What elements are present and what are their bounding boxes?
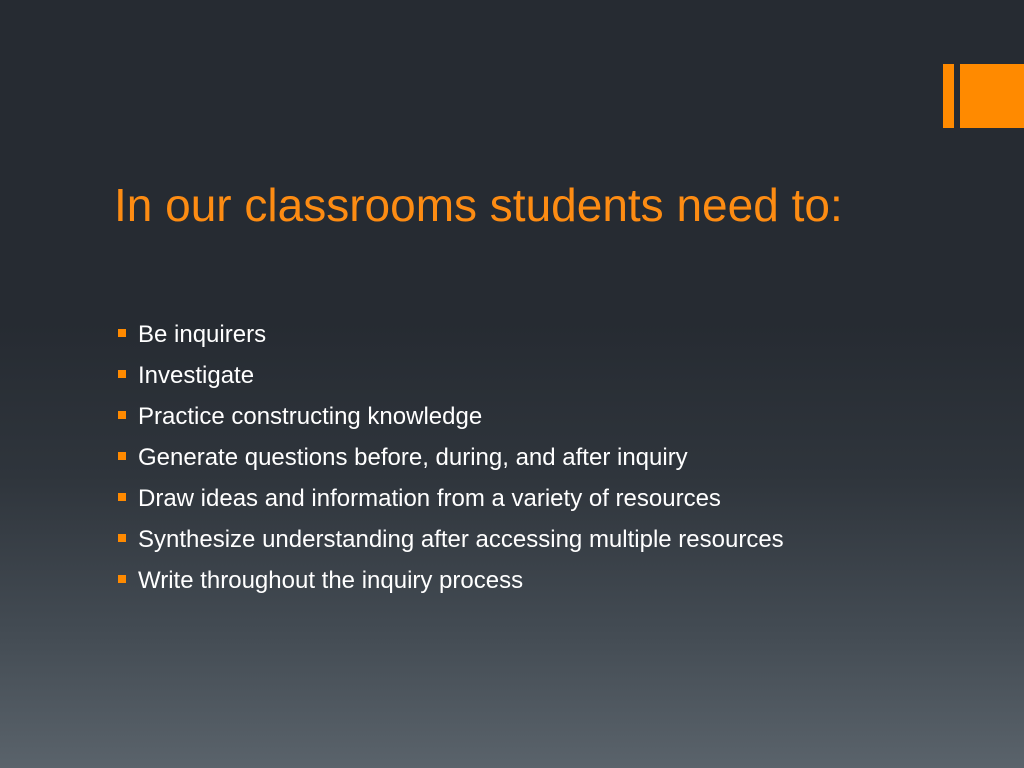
square-bullet-icon bbox=[118, 575, 126, 583]
square-bullet-icon bbox=[118, 411, 126, 419]
square-bullet-icon bbox=[118, 534, 126, 542]
accent-bar-thin bbox=[943, 64, 954, 128]
square-bullet-icon bbox=[118, 329, 126, 337]
square-bullet-icon bbox=[118, 452, 126, 460]
bullet-text: Be inquirers bbox=[138, 320, 267, 348]
bullet-text: Practice constructing knowledge bbox=[138, 402, 483, 430]
corner-bars-icon bbox=[943, 64, 1024, 128]
bullet-item bbox=[118, 519, 784, 560]
bullet-text: Synthesize understanding after accessing multiple resources bbox=[138, 525, 784, 553]
bullet-text: Investigate bbox=[138, 361, 255, 389]
bullet-text: Write throughout the inquiry process bbox=[138, 566, 524, 594]
bullet-item bbox=[118, 437, 784, 478]
accent-bar-wide bbox=[960, 64, 1024, 128]
bullet-text: Generate questions before, during, and after inquiry bbox=[138, 443, 688, 471]
bullet-item bbox=[118, 560, 784, 601]
bullet-item bbox=[118, 355, 784, 396]
bullet-item bbox=[118, 478, 784, 519]
bullet-text: Draw ideas and information from a variety of resources bbox=[138, 484, 721, 512]
bullet-list bbox=[118, 314, 784, 601]
slide-title: In our classrooms students need to: bbox=[114, 179, 843, 231]
bullet-item bbox=[118, 396, 784, 437]
square-bullet-icon bbox=[118, 493, 126, 501]
bullet-item bbox=[118, 314, 784, 355]
square-bullet-icon bbox=[118, 370, 126, 378]
